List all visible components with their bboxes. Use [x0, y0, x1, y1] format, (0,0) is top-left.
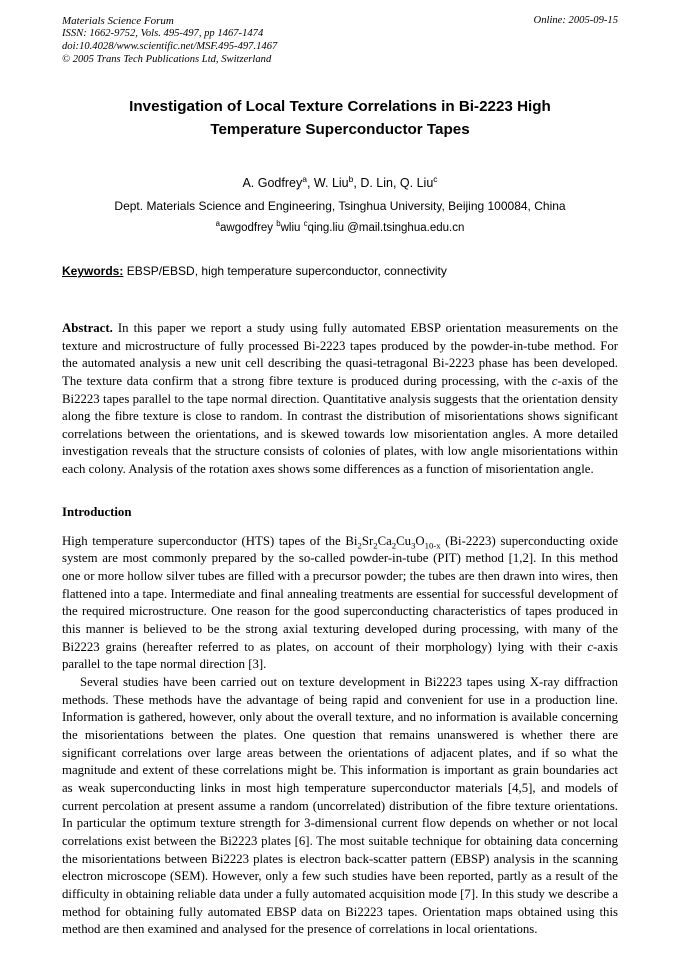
online-date: Online: 2005-09-15	[533, 15, 618, 26]
paper-title: Investigation of Local Texture Correlations in Bi-2223 High Temperature Superconductor Tapes	[129, 98, 551, 139]
journal-header-left	[62, 15, 277, 66]
affiliation-line: Dept. Materials Science and Engineering, Tsinghua University, Beijing 100084, China	[114, 198, 566, 213]
keywords-label: Keywords:	[62, 263, 124, 278]
abstract-paragraph: Abstract. In this paper we report a study using fully automated EBSP orientation measurements on the texture and microstructure of fully processed Bi-2223 tapes produced by the powder-in-tube method. For the automated analysis a new unit cell describing the quasi-tetragonal Bi-2223 phase has been developed. The texture data confirm that a strong fibre texture is produced during processing, with the c-axis of the Bi2223 tapes parallel to the tape normal direction. Quantitative analysis suggests that the orientation density along the fibre texture is close to random. In contrast the distribution of misorientations shows significant correlations between the orientations, and is skewed towards low misorientation angles. A more detailed investigation reveals that the structure consists of colonies of plates, with low angle misorientations within each colony. Analysis of the rotation axes shows some differences as a function of misorientation angle.	[62, 320, 619, 477]
keywords-line	[62, 264, 618, 278]
journal-header	[62, 15, 618, 66]
issn-line: ISSN: 1662-9752, Vols. 495-497, pp 1467-1474	[62, 28, 264, 40]
authors-line: A. Godfrey$^a$, W. Liu$^b$, D. Lin, Q. Liu$^c$	[242, 173, 438, 190]
doi-line: doi:10.4028/www.scientific.net/MSF.495-497.1467	[62, 40, 278, 52]
email-line: $^a$awgodfrey $^b$wliu $^c$qing.liu @mail.tsinghua.edu.cn	[215, 219, 465, 234]
copyright-line: © 2005 Trans Tech Publications Ltd, Switzerland	[62, 53, 272, 65]
journal-name: Materials Science Forum	[62, 15, 174, 27]
intro-paragraph-2: Several studies have been carried out on texture development in Bi2223 tapes using X-ray diffraction methods. These methods have the advantage of being rapid and convenient for use in a production line. Information is gathered, however, only about the overall texture, and no information is available concerning the misorientations between the plates. One question that remains unanswered is whether there are significant correlations over large areas between the orientations of adjacent plates, and if so what the magnitude and extent of these correlations might be. This information is important as grain boundaries act as weak superconducting links in most high temperature superconductor materials [4,5], and models of current percolation at present assume a random (uncorrelated) distribution of the fibre texture orientations. In particular the optimum texture strength for 3-dimensional current flow depends on whether or not local correlations exist between the Bi2223 plates [6]. The most suitable technique for obtaining data concerning the misorientations between Bi2223 plates is electron back-scatter pattern (EBSP) analysis in the scanning electron microscope (SEM). However, only a few such studies have been reported, partly as a result of the difficulty in obtaining reliable data under a fully automated acquisition mode [7]. In this study we describe a method for obtaining fully automated EBSP data on Bi2223 tapes. Orientation maps obtained using this method are then examined and analysed for the presence of correlations in local orientations.	[62, 675, 618, 937]
introduction-heading: Introduction	[62, 504, 132, 519]
intro-paragraph-1: High temperature superconductor (HTS) tapes of the $Bi_2Sr_2Ca_2Cu_3O_{10-x}$ (Bi-2223) superconducting oxide system are most commonly prepared by the so-called powder-in-tube (PIT) method [1,2]. In this method one or more hollow silver tubes are filled with a precursor powder; the tubes are then drawn into wires, then flattened into a tape. Intermediate and final annealing treatments are essential for successful development of the required microstructure. One reason for the good superconducting characteristics of tapes produced in this manner is believed to be the strong axial texturing developed during processing, with many of the Bi2223 grains (hereafter referred to as plates, on account of their morphology) lying with their c-axis parallel to the tape normal direction [3].	[62, 533, 619, 672]
keywords-text: EBSP/EBSD, high temperature superconductor, connectivity	[123, 263, 447, 278]
